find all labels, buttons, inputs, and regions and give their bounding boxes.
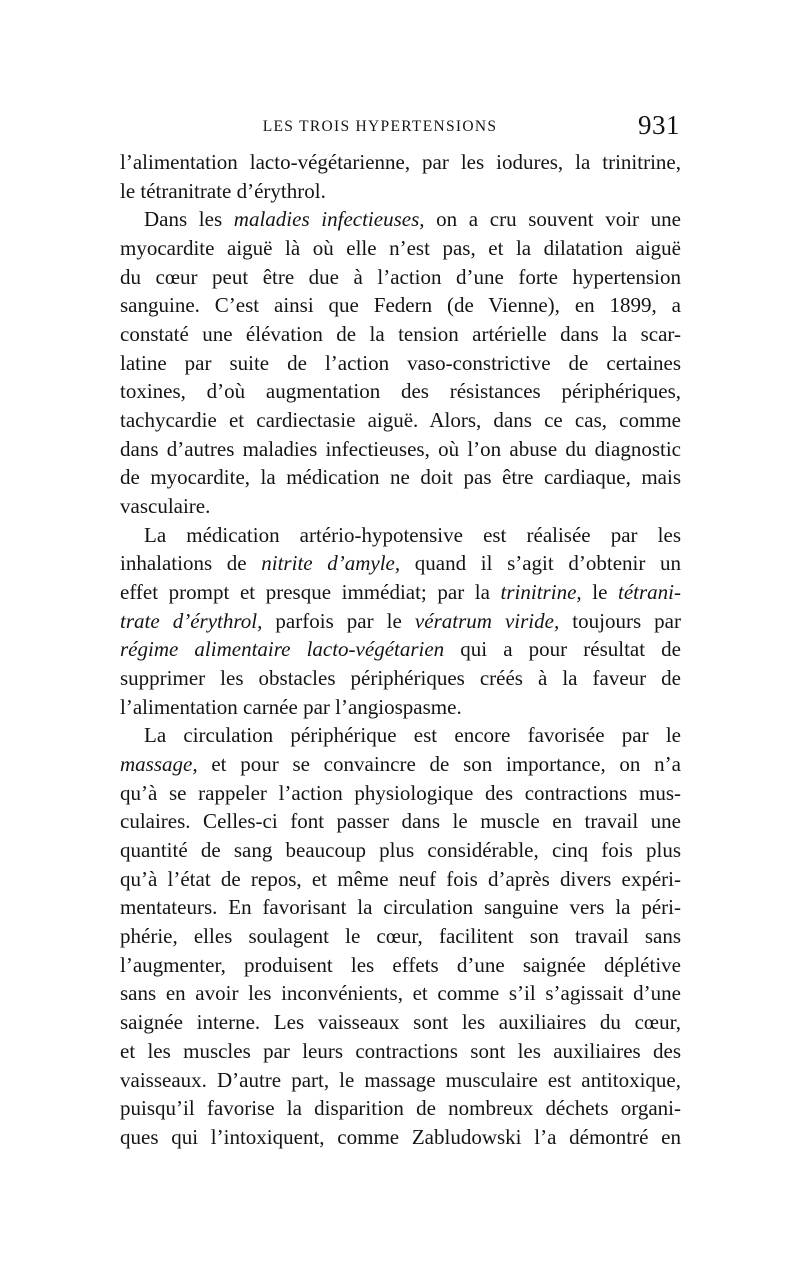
- text-line: toxines, d’où augmentation des résistances périphériques,: [120, 379, 681, 404]
- text-line: saignée interne. Les vaisseaux sont les auxiliaires du cœur,: [120, 1010, 681, 1035]
- text-line: qu’à l’état de repos, et même neuf fois d’après divers expéri-: [120, 866, 681, 891]
- body-text: [120, 148, 681, 1152]
- italic-term: trate d’érythrol,: [120, 608, 263, 633]
- italic-term: régime alimentaire lacto-végétarien: [120, 637, 445, 662]
- text-line: La médication artério-hypotensive est réalisée par les: [144, 522, 681, 547]
- text-line: l’alimentation lacto-végétarienne, par les iodures, la trinitrine,: [120, 150, 681, 174]
- running-head: [120, 108, 680, 148]
- text-line: La circulation périphérique est encore favorisée par le: [144, 723, 681, 748]
- text-line: latine par suite de l’action vaso-constrictive de certaines: [120, 350, 681, 375]
- text-line: massage, et pour se convaincre de son importance, on n’a: [120, 752, 681, 777]
- text-line: de myocardite, la médication ne doit pas être cardiaque, mais: [120, 465, 681, 490]
- text-line: constaté une élévation de la tension artérielle dans la scar-: [120, 322, 681, 347]
- italic-term: tétrani-: [618, 580, 682, 605]
- text-line: phérie, elles soulagent le cœur, facilitent son travail sans: [120, 924, 681, 949]
- text-line: myocardite aiguë là où elle n’est pas, et la dilatation aiguë: [120, 236, 681, 261]
- text-line: vaisseaux. D’autre part, le massage musculaire est antitoxique,: [120, 1067, 681, 1092]
- text-line: effet prompt et presque immédiat; par la trinitrine, le tétrani-: [120, 580, 682, 605]
- text-line: mentateurs. En favorisant la circulation sanguine vers la péri-: [120, 895, 681, 920]
- text-line: le tétranitrate d’érythrol.: [120, 178, 326, 203]
- text-line: l’alimentation carnée par l’angiospasme.: [120, 694, 462, 719]
- text-line: inhalations de nitrite d’amyle, quand il s’agit d’obtenir un: [120, 551, 681, 576]
- text-line: vasculaire.: [120, 494, 211, 519]
- italic-term: vératrum viride,: [414, 608, 560, 633]
- text-line: supprimer les obstacles périphériques créés à la faveur de: [120, 666, 681, 691]
- italic-term: nitrite d’amyle,: [261, 551, 401, 576]
- italic-term: trinitrine,: [500, 580, 582, 605]
- italic-term: maladies infectieuses,: [233, 207, 425, 232]
- running-title: LES TROIS HYPERTENSIONS: [262, 118, 498, 135]
- text-line: Dans les maladies infectieuses, on a cru souvent voir une: [144, 207, 681, 232]
- text-line: ques qui l’intoxiquent, comme Zabludowski l’a démontré en: [120, 1124, 681, 1149]
- italic-term: massage,: [120, 752, 198, 777]
- text-line: l’augmenter, produisent les effets d’une saignée déplétive: [120, 952, 681, 977]
- text-line: quantité de sang beaucoup plus considérable, cinq fois plus: [120, 838, 681, 863]
- text-line: qu’à se rappeler l’action physiologique des contractions mus-: [120, 780, 681, 805]
- text-line: sanguine. C’est ainsi que Federn (de Vienne), en 1899, a: [120, 293, 681, 318]
- text-line: tachycardie et cardiectasie aiguë. Alors, dans ce cas, comme: [120, 408, 681, 433]
- text-line: et les muscles par leurs contractions sont les auxiliaires des: [120, 1038, 681, 1063]
- text-line: culaires. Celles-ci font passer dans le muscle en travail une: [120, 809, 681, 834]
- text-line: trate d’érythrol, parfois par le vératrum viride, toujours par: [120, 608, 681, 633]
- text-line: dans d’autres maladies infectieuses, où l’on abuse du diagnostic: [120, 436, 681, 461]
- page-number: 931: [638, 110, 680, 140]
- text-line: du cœur peut être due à l’action d’une forte hypertension: [120, 264, 681, 289]
- text-line: puisqu’il favorise la disparition de nombreux déchets organi-: [120, 1096, 681, 1121]
- text-line: sans en avoir les inconvénients, et comme s’il s’agissait d’une: [120, 981, 681, 1006]
- text-line: régime alimentaire lacto-végétarien qui a pour résultat de: [120, 637, 682, 662]
